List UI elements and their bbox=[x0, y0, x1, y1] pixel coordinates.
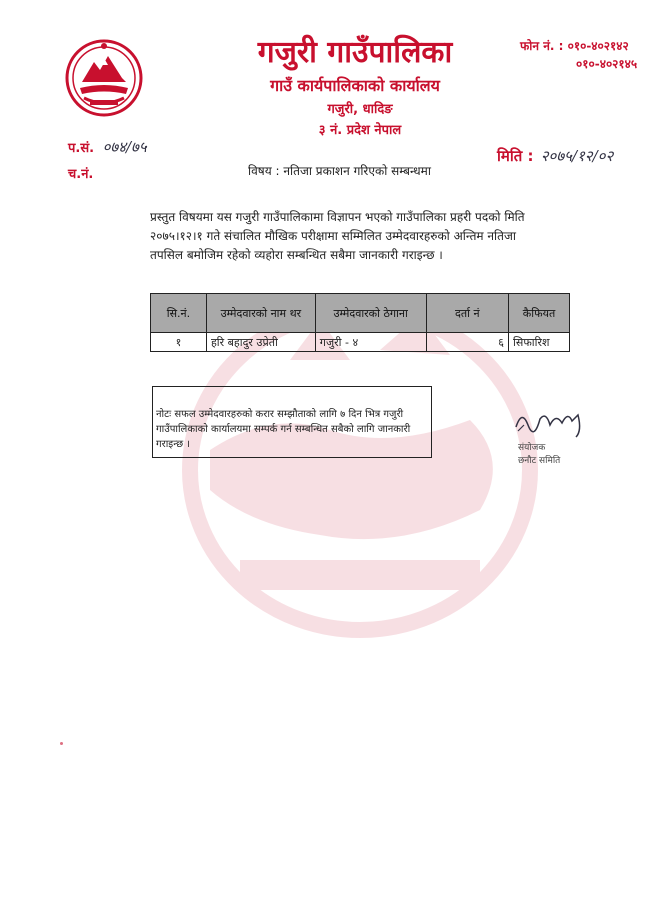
header-remarks: कैफियत bbox=[509, 294, 570, 333]
dispatch-no-label: च.नं. bbox=[68, 167, 94, 182]
header-candidate-address: उम्मेदवारको ठेगाना bbox=[315, 294, 426, 333]
letter-date bbox=[497, 146, 613, 166]
phone-line-2 bbox=[576, 55, 637, 72]
header-registration-no: दर्ता नं bbox=[426, 294, 509, 333]
cell-candidate-address: गजुरी - ४ bbox=[315, 333, 426, 352]
phone-line-1 bbox=[520, 37, 629, 54]
phone-number-1: ०१०-४०२१४२ bbox=[567, 39, 629, 53]
header-candidate-name: उम्मेदवारको नाम थर bbox=[206, 294, 315, 333]
signatory-role: संयोजक bbox=[518, 443, 546, 453]
results-table bbox=[150, 293, 570, 352]
cell-serial: १ bbox=[151, 333, 207, 352]
signature-mark bbox=[512, 405, 592, 439]
municipality-title: गजुरी गाउँपालिका bbox=[257, 35, 453, 70]
stray-mark bbox=[60, 742, 63, 745]
letter-body: प्रस्तुत विषयमा यस गजुरी गाउँपालिकामा विज्ञापन भएको गाउँपालिका प्रहरी पदको मिति २०७५।१२।१ गते संचालित मौखिक परीक्षामा सम्मिलित उम्मेदवारहरुको अन्तिम नतिजा तपसिल बमोजिम रहेको व्यहोरा सम्बन्धित सबैमा जानकारी गराइन्छ । bbox=[150, 210, 525, 262]
cell-remarks: सिफारिश bbox=[509, 333, 570, 352]
table-row bbox=[151, 333, 570, 352]
letter-no-label: प.सं. bbox=[68, 141, 95, 156]
letter-subject: विषय : नतिजा प्रकाशन गरिएको सम्बन्धमा bbox=[248, 164, 431, 178]
letter-reference bbox=[68, 137, 147, 157]
note-box: नोटः सफल उम्मेदवारहरुको करार सम्झौताको लागि ७ दिन भित्र गजुरी गाउँपालिकाको कार्यालयमा सम्पर्क गर्न सम्बन्धित सबैको लागि जानकारी गराइन्छ । bbox=[152, 386, 432, 458]
phone-label: फोन नं. : bbox=[520, 39, 564, 53]
signatory-committee: छनौट समिति bbox=[518, 456, 561, 466]
address-district: गजुरी, धादिङ bbox=[327, 102, 393, 117]
date-value: २०७५/१२/०२ bbox=[540, 147, 614, 165]
cell-registration-no: ६ bbox=[426, 333, 509, 352]
cell-candidate-name: हरि बहादुर उप्रेती bbox=[206, 333, 315, 352]
office-subtitle: गाउँ कार्यपालिकाको कार्यालय bbox=[270, 76, 440, 95]
address-province: ३ नं. प्रदेश नेपाल bbox=[318, 123, 402, 138]
letter-no-value: ०७४/७५ bbox=[102, 138, 147, 156]
government-emblem-icon bbox=[64, 38, 144, 118]
header-serial: सि.नं. bbox=[151, 294, 207, 333]
date-label: मिति : bbox=[497, 147, 534, 165]
table-header-row bbox=[151, 294, 570, 333]
phone-number-2: ०१०-४०२१४५ bbox=[576, 57, 638, 71]
